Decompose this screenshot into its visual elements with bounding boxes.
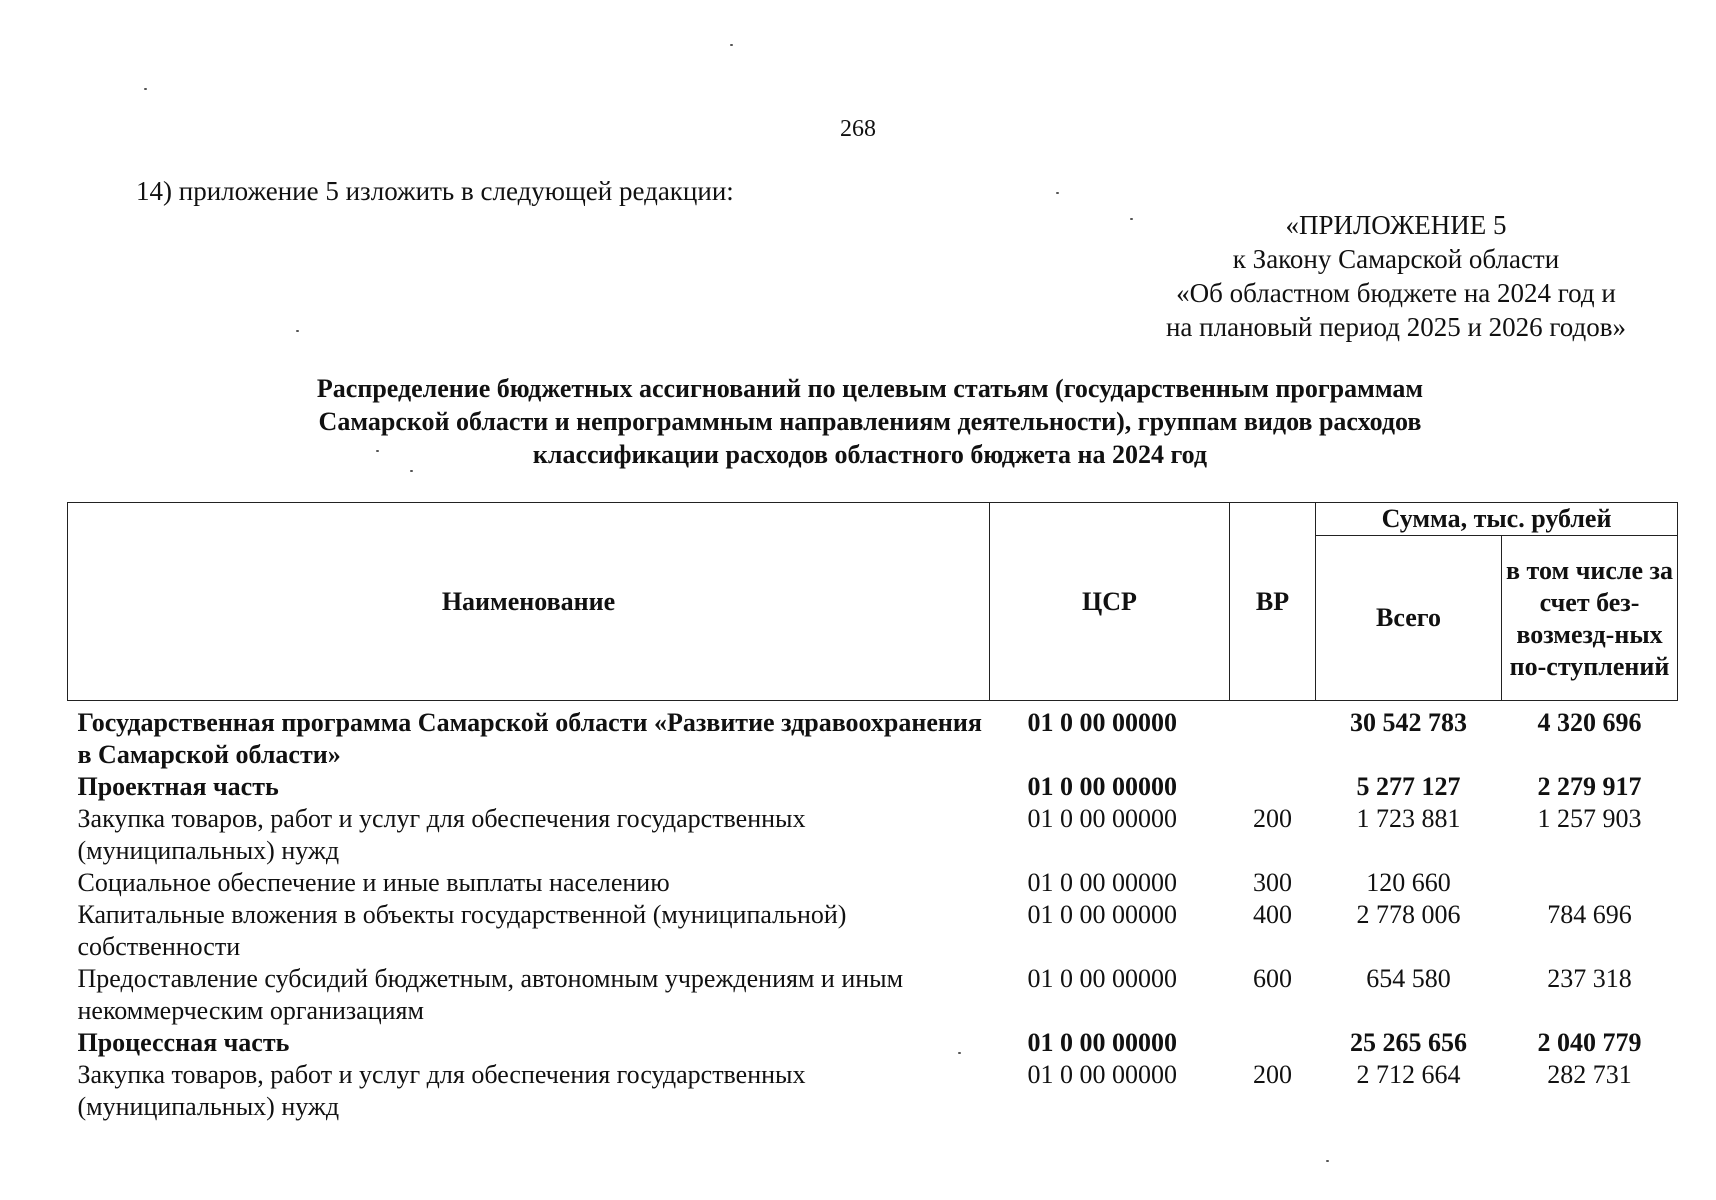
title-line: Самарской области и непрограммным направлениям деятельности), группам видов расходов	[318, 407, 1422, 436]
table-row	[68, 1059, 1678, 1123]
scan-speck	[958, 1052, 961, 1054]
table-body	[68, 701, 1678, 1124]
cell-name: Государственная программа Самарской области «Развитие здравоохранения в Самарской области»	[77, 708, 982, 769]
cell-name: Закупка товаров, работ и услуг для обеспечения государственных (муниципальных) нужд	[77, 804, 806, 865]
cell-csr: 01 0 00 00000	[1027, 708, 1177, 737]
header-total: Всего	[1316, 536, 1502, 701]
cell-vr	[1230, 701, 1316, 772]
cell-total: 2 778 006	[1356, 900, 1461, 929]
cell-free: 784 696	[1547, 900, 1632, 929]
header-csr: ЦСР	[990, 503, 1230, 701]
header-name: Наименование	[68, 503, 990, 701]
cell-csr: 01 0 00 00000	[1027, 1028, 1177, 1057]
cell-csr: 01 0 00 00000	[1027, 1060, 1177, 1089]
cell-total: 1 723 881	[1356, 804, 1461, 833]
scan-speck	[144, 88, 147, 90]
intro-text: 14) приложение 5 изложить в следующей редакции:	[136, 176, 734, 206]
table-row	[68, 701, 1678, 772]
cell-free: 4 320 696	[1537, 708, 1642, 737]
table-row	[68, 963, 1678, 1027]
cell-free: 282 731	[1547, 1060, 1632, 1089]
cell-csr: 01 0 00 00000	[1027, 868, 1177, 897]
cell-vr: 300	[1253, 868, 1292, 897]
title-line: Распределение бюджетных ассигнований по целевым статьям (государственным программам	[316, 374, 1424, 403]
scan-speck	[410, 470, 413, 472]
cell-csr: 01 0 00 00000	[1027, 804, 1177, 833]
page-number: 268	[840, 116, 876, 142]
cell-name: Предоставление субсидий бюджетным, автономным учреждениям и иным некоммерческим организациям	[77, 964, 904, 1025]
header-sum: Сумма, тыс. рублей	[1316, 503, 1678, 536]
cell-total: 30 542 783	[1350, 708, 1467, 737]
cell-total: 25 265 656	[1350, 1028, 1467, 1057]
cell-free: 2 279 917	[1537, 772, 1642, 801]
cell-csr: 01 0 00 00000	[1027, 900, 1177, 929]
cell-vr	[1230, 1027, 1316, 1059]
cell-free: 1 257 903	[1537, 804, 1642, 833]
cell-free	[1502, 867, 1678, 899]
scan-speck	[296, 330, 299, 332]
header-vr: ВР	[1230, 503, 1316, 701]
cell-name: Социальное обеспечение и иные выплаты населению	[77, 868, 670, 897]
cell-vr	[1230, 771, 1316, 803]
cell-free: 2 040 779	[1537, 1028, 1642, 1057]
cell-total: 120 660	[1366, 868, 1451, 897]
table-row	[68, 1027, 1678, 1059]
scan-speck	[1130, 218, 1133, 220]
table-row	[68, 899, 1678, 963]
cell-total: 5 277 127	[1356, 772, 1461, 801]
table-row	[68, 771, 1678, 803]
cell-name: Капитальные вложения в объекты государственной (муниципальной) собственности	[77, 900, 847, 961]
cell-total: 654 580	[1366, 964, 1451, 993]
appendix-line: «Об областном бюджете на 2024 год и	[1176, 278, 1616, 308]
cell-csr: 01 0 00 00000	[1027, 964, 1177, 993]
appendix-line: «ПРИЛОЖЕНИЕ 5	[1285, 210, 1507, 240]
document-title	[190, 372, 1550, 471]
cell-free: 237 318	[1547, 964, 1632, 993]
table-row	[68, 803, 1678, 867]
cell-vr: 400	[1253, 900, 1292, 929]
budget-table	[67, 502, 1678, 1123]
table-header	[68, 503, 1678, 701]
header-free: в том числе за счет без-возмезд-ных по-ступлений	[1502, 536, 1678, 701]
scan-speck	[730, 44, 733, 46]
appendix-line: к Закону Самарской области	[1232, 244, 1560, 274]
scan-speck	[1056, 192, 1059, 194]
title-line: классификации расходов областного бюджета на 2024 год	[532, 440, 1208, 469]
cell-csr: 01 0 00 00000	[1027, 772, 1177, 801]
scan-speck	[376, 450, 379, 452]
table-row	[68, 867, 1678, 899]
cell-vr: 600	[1253, 964, 1292, 993]
cell-name: Проектная часть	[77, 772, 279, 801]
appendix-reference	[1116, 208, 1676, 344]
appendix-line: на плановый период 2025 и 2026 годов»	[1165, 312, 1627, 342]
cell-name: Процессная часть	[77, 1028, 290, 1057]
cell-name: Закупка товаров, работ и услуг для обеспечения государственных (муниципальных) нужд	[77, 1060, 806, 1121]
cell-vr: 200	[1253, 1060, 1292, 1089]
cell-vr: 200	[1253, 804, 1292, 833]
cell-total: 2 712 664	[1356, 1060, 1461, 1089]
scan-speck	[1326, 1160, 1329, 1162]
